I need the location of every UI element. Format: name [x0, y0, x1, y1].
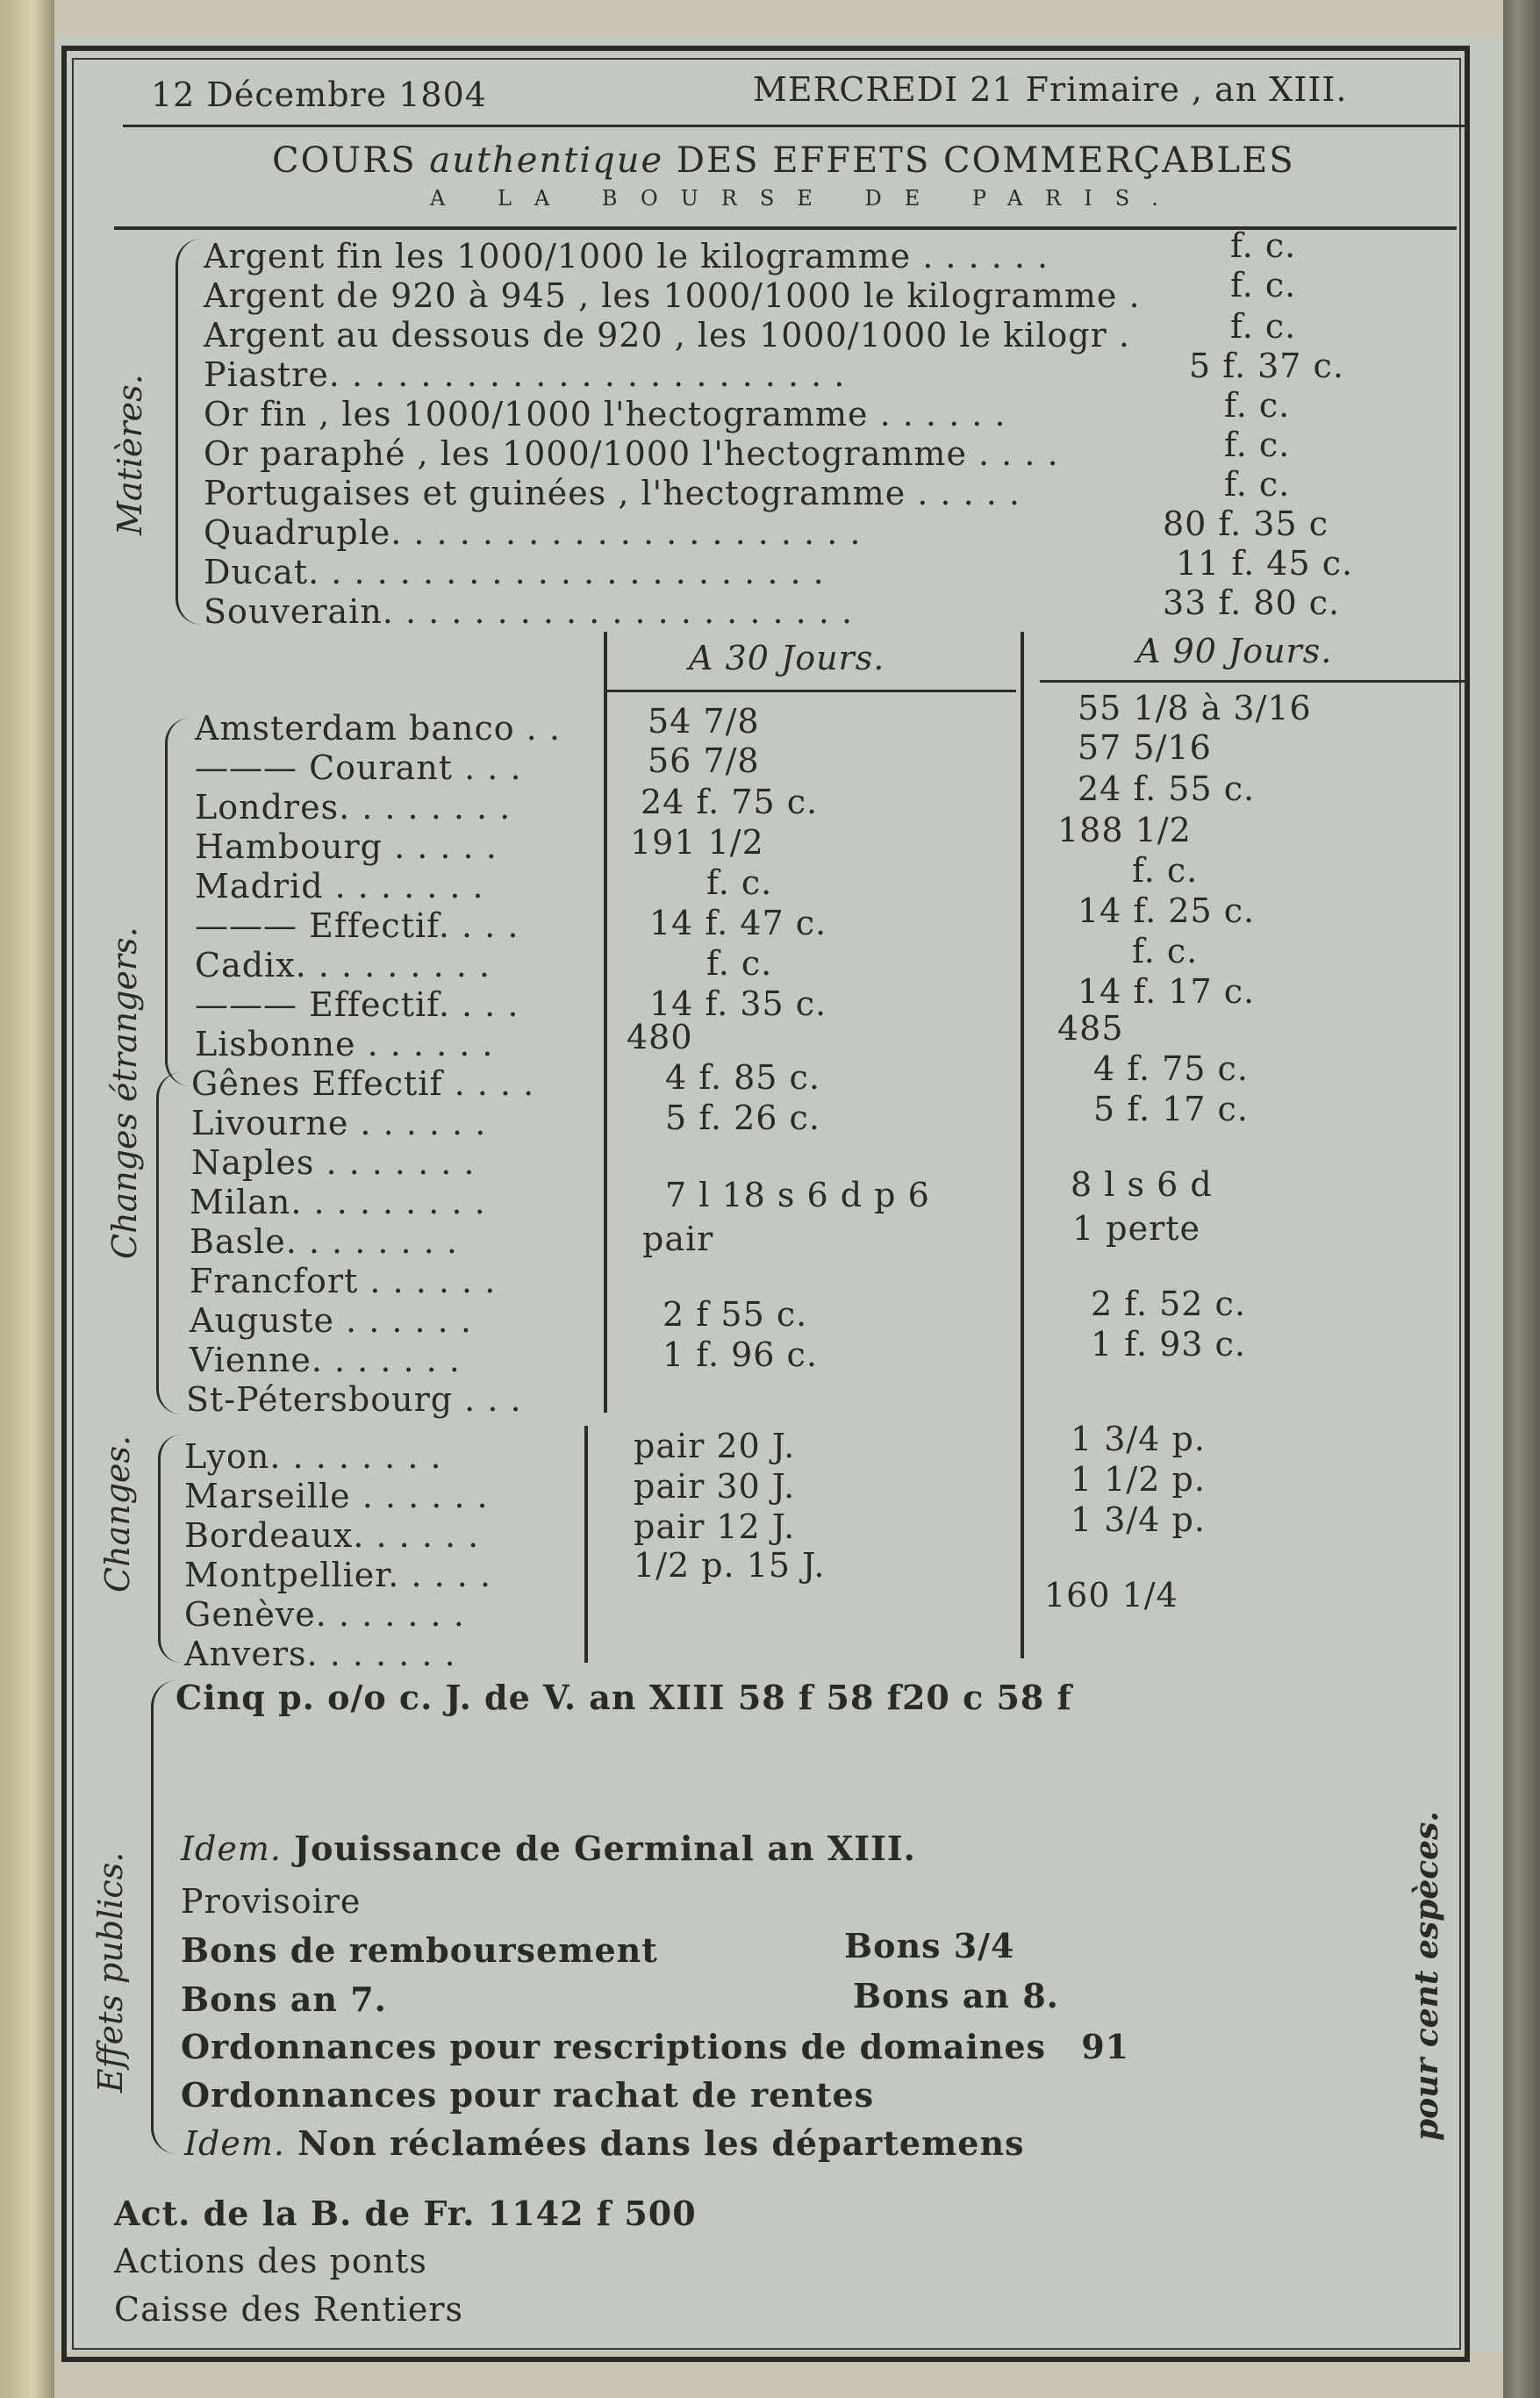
- change-row-label: Livourne . . . . . .: [191, 1104, 487, 1142]
- page-subtitle: A LA BOURSE DE PARIS.: [430, 186, 1181, 211]
- title-effets: DES EFFETS COMMERÇABLES: [676, 140, 1295, 181]
- ordonnances-rescriptions: [181, 2027, 1129, 2066]
- ordonnances-rachat: Ordonnances pour rachat de rentes: [181, 2075, 875, 2115]
- change-row-label: Milan. . . . . . . . .: [190, 1183, 486, 1221]
- brace-changes-etrangers-lower: [156, 1072, 182, 1414]
- matieres-row-label: Or paraphé , les 1000/1000 l'hectogramme . . . .: [204, 434, 1059, 473]
- change-row-label: St-Pétersbourg . . .: [186, 1380, 522, 1419]
- domestic-row-90: 1 1/2 p.: [1071, 1460, 1206, 1499]
- change-row-90: 1 f. 93 c.: [1091, 1325, 1246, 1364]
- domestic-row-label: Marseille . . . . . .: [184, 1477, 489, 1515]
- actions-des-ponts: Actions des ponts: [114, 2242, 427, 2280]
- matieres-row-value: 11 f. 45 c.: [1176, 544, 1354, 583]
- change-row-label: Hambourg . . . . .: [195, 827, 498, 866]
- change-row-90: 24 f. 55 c.: [1078, 770, 1256, 808]
- bons-an-8: Bons an 8.: [853, 1976, 1059, 2015]
- change-row-30: 14 f. 35 c.: [649, 984, 827, 1023]
- matieres-row-label: Quadruple. . . . . . . . . . . . . . . . . . . . .: [204, 513, 862, 552]
- change-row-label: Auguste . . . . . .: [190, 1301, 472, 1340]
- change-row-30: f. c.: [706, 863, 773, 902]
- change-row-30: 54 7/8: [648, 702, 760, 741]
- change-row-30: 5 f. 26 c.: [665, 1099, 820, 1137]
- domestic-row-90: 160 1/4: [1044, 1576, 1178, 1614]
- matieres-row-value: 5 f. 37 c.: [1189, 347, 1344, 385]
- change-row-30: 191 1/2: [630, 823, 764, 862]
- change-row-90: 14 f. 17 c.: [1078, 972, 1256, 1011]
- matieres-row-label: Argent de 920 à 945 , les 1000/1000 le kilogramme .: [204, 276, 1141, 315]
- change-row-label: Francfort . . . . . .: [190, 1262, 497, 1300]
- change-row-90: f. c.: [1132, 851, 1199, 890]
- domestic-row-label: Genève. . . . . . .: [184, 1595, 465, 1634]
- change-row-label: Vienne. . . . . . .: [190, 1341, 461, 1379]
- change-row-30: f. c.: [706, 944, 773, 983]
- column-rule-left: [604, 693, 607, 1413]
- matieres-row-label: Argent au dessous de 920 , les 1000/1000 le kilogr .: [204, 316, 1130, 354]
- provisoire: Provisoire: [181, 1882, 362, 1921]
- column-rule-middle: [1021, 632, 1024, 1658]
- matieres-row-value: f. c.: [1224, 386, 1291, 425]
- change-row-90: f. c.: [1132, 932, 1199, 970]
- bons-remboursement: Bons de remboursement: [181, 1930, 658, 1970]
- idem-label: Idem.: [181, 1829, 282, 1868]
- col90-heading: A 90 Jours.: [1136, 632, 1333, 670]
- section-label-changes-etrangers: Changes étrangers.: [105, 927, 144, 1259]
- matieres-row-value: f. c.: [1224, 426, 1291, 464]
- bons-an-7: Bons an 7.: [181, 1979, 387, 2019]
- matieres-row-value: f. c.: [1230, 307, 1297, 346]
- change-row-label: Amsterdam banco . .: [195, 709, 561, 748]
- matieres-row-label: Argent fin les 1000/1000 le kilogramme . . . . . .: [204, 237, 1049, 276]
- change-row-90: 188 1/2: [1057, 811, 1192, 849]
- change-row-30: pair: [642, 1220, 714, 1258]
- section-label-matieres: Matières.: [111, 374, 149, 535]
- change-row-label: Madrid . . . . . . .: [195, 867, 484, 906]
- section-label-effets-publics: Effets publics.: [91, 1851, 130, 2093]
- date-republican: MERCREDI 21 Frimaire , an XIII.: [753, 70, 1348, 109]
- domestic-row-90: 1 3/4 p.: [1071, 1500, 1206, 1539]
- idem-label: Idem.: [184, 2124, 285, 2163]
- matieres-row-value: 80 f. 35 c: [1163, 505, 1329, 543]
- change-row-label: Basle. . . . . . . .: [190, 1222, 458, 1261]
- matieres-row-value: f. c.: [1230, 266, 1297, 304]
- change-row-90: 14 f. 25 c.: [1078, 891, 1256, 930]
- change-row-90: 4 f. 75 c.: [1093, 1049, 1249, 1088]
- ordonnances-rescriptions-label: Ordonnances pour rescriptions de domaines: [181, 2027, 1046, 2066]
- change-row-90: 1 perte: [1072, 1209, 1200, 1248]
- change-row-90: 55 1/8 à 3/16: [1078, 689, 1312, 727]
- change-row-30: 480: [627, 1018, 693, 1056]
- idem-non-reclamees: [184, 2123, 1024, 2163]
- change-row-30: 56 7/8: [648, 741, 760, 780]
- matieres-row-label: Or fin , les 1000/1000 l'hectogramme . . . . . .: [204, 395, 1006, 433]
- change-row-label: Londres. . . . . . . .: [195, 788, 512, 827]
- matieres-row-label: Piastre. . . . . . . . . . . . . . . . . . . . . . .: [204, 355, 846, 394]
- brace-changes-etrangers-upper: [165, 718, 190, 1086]
- domestic-row-30: pair 30 J.: [634, 1467, 796, 1506]
- idem-non-reclamees-text: Non réclamées dans les départemens: [297, 2123, 1025, 2163]
- change-row-90: 5 f. 17 c.: [1093, 1090, 1249, 1128]
- matieres-row-label: Souverain. . . . . . . . . . . . . . . . . . . . .: [204, 592, 854, 631]
- matieres-row-value: 33 f. 80 c.: [1163, 583, 1341, 622]
- change-row-label: Lisbonne . . . . . .: [195, 1025, 494, 1063]
- change-row-90: 2 f. 52 c.: [1091, 1285, 1246, 1323]
- domestic-row-90: 1 3/4 p.: [1071, 1420, 1206, 1458]
- domestic-row-label: Anvers. . . . . . .: [184, 1635, 456, 1673]
- bons-three-quarters: Bons 3/4: [844, 1926, 1015, 1965]
- change-row-label: ——— Courant . . .: [195, 748, 522, 787]
- date-gregorian: 12 Décembre 1804: [151, 75, 487, 114]
- domestic-row-label: Bordeaux. . . . . .: [184, 1516, 480, 1555]
- brace-matieres: [175, 239, 204, 625]
- domestic-row-label: Lyon. . . . . . . .: [184, 1437, 442, 1476]
- ordonnances-rescriptions-value: 91: [1081, 2027, 1130, 2066]
- change-row-90: 485: [1057, 1009, 1124, 1048]
- matieres-row-value: f. c.: [1224, 465, 1291, 504]
- book-binding-left: [0, 0, 54, 2398]
- col90-heading-rule: [1040, 680, 1465, 683]
- domestic-row-30: pair 20 J.: [634, 1427, 796, 1465]
- change-row-30: 1 f. 96 c.: [663, 1335, 818, 1374]
- change-row-label: Naples . . . . . . .: [191, 1143, 476, 1182]
- change-row-label: ——— Effectif. . . .: [195, 985, 519, 1024]
- idem-germinal-text: Jouissance de Germinal an XIII.: [294, 1829, 916, 1868]
- idem-germinal: [181, 1829, 916, 1868]
- matieres-row-label: Portugaises et guinées , l'hectogramme . . . . .: [204, 474, 1021, 512]
- title-cours: COURS: [272, 140, 417, 181]
- caisse-des-rentiers: Caisse des Rentiers: [114, 2290, 463, 2329]
- domestic-row-30: pair 12 J.: [634, 1507, 796, 1546]
- side-note-pour-cent-especes: pour cent espèces.: [1408, 1811, 1445, 2141]
- brace-effets-publics: [151, 1680, 178, 2154]
- change-row-30: 14 f. 47 c.: [649, 904, 827, 942]
- rente-cinq-pour-cent: Cinq p. o/o c. J. de V. an XIII 58 f 58 f20 c 58 f: [175, 1678, 1072, 1717]
- col30-heading-rule: [604, 690, 1016, 692]
- domestic-row-30: 1/2 p. 15 J.: [634, 1546, 826, 1585]
- matieres-row-label: Ducat. . . . . . . . . . . . . . . . . . . . . . .: [204, 553, 825, 591]
- change-row-90: 57 5/16: [1078, 728, 1212, 767]
- domestic-row-label: Montpellier. . . . .: [184, 1556, 491, 1594]
- col30-heading: A 30 Jours.: [689, 639, 885, 677]
- change-row-30: 2 f 55 c.: [663, 1295, 808, 1334]
- change-row-label: ——— Effectif. . . .: [195, 906, 519, 945]
- actions-banque-de-france: Act. de la B. de Fr. 1142 f 500: [114, 2194, 697, 2233]
- change-row-90: 8 l s 6 d: [1071, 1165, 1213, 1204]
- change-row-30: 4 f. 85 c.: [665, 1058, 820, 1097]
- book-binding-right: [1503, 0, 1540, 2398]
- change-row-30: 7 l 18 s 6 d p 6: [665, 1176, 930, 1214]
- change-row-label: Gênes Effectif . . . .: [191, 1064, 535, 1103]
- change-row-30: 24 f. 75 c.: [641, 783, 819, 821]
- title-authentique: authentique: [429, 140, 664, 181]
- page-title: [272, 140, 1295, 181]
- section-label-changes: Changes.: [98, 1435, 137, 1593]
- header-rule-top: [123, 125, 1465, 127]
- matieres-row-value: f. c.: [1230, 226, 1297, 265]
- change-row-label: Cadix. . . . . . . . .: [195, 946, 491, 984]
- column-rule-left-lower: [584, 1426, 588, 1663]
- brace-changes: [158, 1435, 182, 1663]
